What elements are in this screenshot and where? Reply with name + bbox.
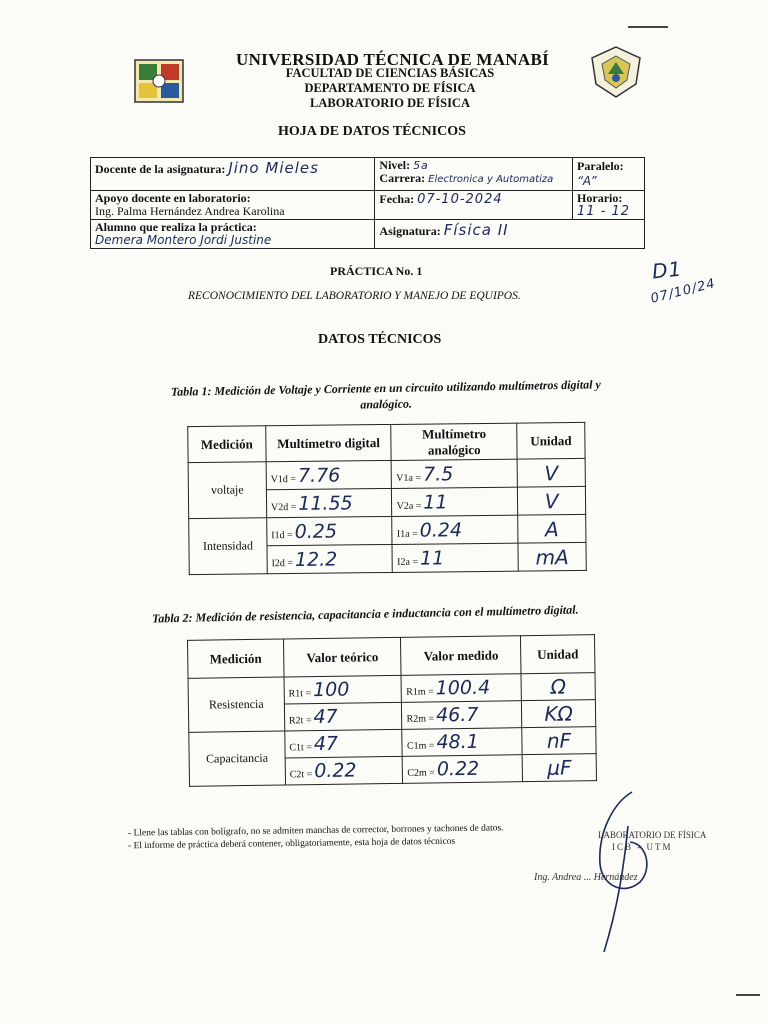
t1-value: 11: [419, 546, 445, 570]
note-2: - El informe de práctica deberá contener, obligatoriamente, esta hoja de datos técnicos: [127, 836, 456, 852]
docente-label: Docente de la asignatura:: [95, 162, 226, 176]
t2-symbol: R1m =: [406, 686, 434, 698]
t2-unit-value: μF: [547, 755, 572, 780]
t2-unit: [522, 754, 596, 782]
carrera-value: Electronica y Automatiza: [428, 174, 554, 185]
t1-group-voltaje: voltaje: [188, 462, 266, 519]
stamp-line-1: LABORATORIO DE FÍSICA: [598, 830, 707, 840]
t2-group-resistencia: Resistencia: [188, 677, 285, 732]
t1-cell: [392, 515, 518, 544]
stamp-line-2: ICB - UTM: [612, 842, 673, 852]
horario-cell: [573, 191, 645, 220]
t1-unit-value: A: [544, 516, 559, 541]
apoyo-value: Ing. Palma Hernández Andrea Karolina: [95, 204, 285, 218]
t1-symbol: I1d =: [271, 529, 293, 541]
apoyo-cell: [91, 191, 375, 220]
t1-header-analogico: Multímetro analógico: [391, 423, 517, 460]
t2-symbol: C2m =: [407, 767, 435, 779]
t1-value: 7.76: [297, 463, 341, 487]
practice-title: RECONOCIMIENTO DEL LABORATORIO Y MANEJO DE EQUIPOS.: [188, 290, 521, 302]
t2-unit: [521, 673, 595, 701]
faculty-logo: [133, 58, 185, 104]
t1-cell: [267, 544, 393, 573]
t2-value: 100.4: [435, 676, 491, 700]
department-name: DEPARTAMENTO DE FÍSICA: [304, 81, 476, 95]
t2-symbol: R1t =: [288, 688, 312, 700]
faculty-name: FACULTAD DE CIENCIAS BÁSICAS: [285, 66, 495, 80]
grade-date: 07/10/24: [649, 276, 718, 307]
t2-cell: [402, 728, 522, 757]
t1-unit-value: V: [544, 460, 559, 485]
t2-group-capacitancia: Capacitancia: [189, 731, 286, 786]
paralelo-label: Paralelo:: [577, 159, 624, 173]
t2-cell: [284, 702, 402, 731]
t2-cell: [401, 674, 521, 703]
t1-unit-value: mA: [535, 544, 569, 569]
nivel-carrera-cell: [375, 158, 573, 191]
alumno-label: Alumno que realiza la práctica:: [95, 220, 257, 234]
t1-header-digital: Multímetro digital: [266, 424, 392, 461]
fecha-label: Fecha:: [379, 192, 415, 206]
nivel-value: 5a: [413, 159, 429, 172]
t2-cell: [284, 675, 402, 704]
t1-group-intensidad: Intensidad: [189, 518, 267, 575]
t2-cell: [285, 729, 403, 758]
t2-cell: [402, 701, 522, 730]
t1-cell: [266, 460, 392, 489]
t1-symbol: I1a =: [396, 528, 418, 540]
t2-header-teorico: Valor teórico: [283, 637, 401, 677]
t1-unit-value: V: [544, 488, 559, 513]
section-title: DATOS TÉCNICOS: [318, 332, 442, 347]
t1-value: 11: [423, 490, 448, 514]
t2-symbol: C1m =: [406, 740, 435, 752]
t2-unit: [522, 700, 596, 728]
asignatura-cell: [375, 220, 645, 249]
alumno-cell: [91, 220, 375, 249]
paralelo-value: “A”: [577, 174, 598, 188]
t1-cell: [266, 488, 392, 517]
t1-value: 0.24: [419, 518, 463, 542]
practice-number: PRÁCTICA No. 1: [330, 264, 423, 278]
margin-mark: [736, 994, 760, 996]
t1-symbol: I2a =: [397, 556, 419, 568]
t2-symbol: C1t =: [289, 742, 313, 754]
t2-value: 0.22: [314, 759, 357, 783]
docente-value: Jino Mieles: [228, 159, 319, 177]
t2-header-unidad: Unidad: [521, 635, 595, 674]
university-name: UNIVERSIDAD TÉCNICA DE MANABÍ: [236, 50, 550, 69]
sheet-title: HOJA DE DATOS TÉCNICOS: [278, 124, 466, 139]
t2-value: 47: [313, 705, 338, 729]
t1-cell: [392, 459, 518, 488]
t1-value: 11.55: [298, 491, 353, 515]
t2-header-medicion: Medición: [188, 639, 284, 678]
t2-symbol: R2t =: [288, 715, 312, 727]
table2-caption: Tabla 2: Medición de resistencia, capacitancia e inductancia con el multímetro digital.: [151, 602, 579, 626]
signature-mark: [584, 786, 684, 956]
t2-value: 47: [313, 732, 339, 756]
t1-header-unidad: Unidad: [517, 422, 585, 459]
t2-unit: [522, 727, 596, 755]
t1-cell: [392, 487, 518, 516]
t1-unit: [517, 458, 585, 487]
t1-value: 12.2: [294, 548, 338, 571]
t1-symbol: V2d =: [270, 501, 297, 513]
note-1: - Llene las tablas con bolígrafo, no se admiten manchas de corrector, borrones y tachones de datos.: [127, 823, 504, 839]
t2-unit-value: KΩ: [544, 701, 573, 726]
t2-symbol: R2m =: [406, 713, 435, 725]
t1-cell: [392, 543, 518, 572]
paralelo-cell: [573, 158, 645, 191]
t1-value: 0.25: [294, 520, 338, 543]
t2-cell: [403, 755, 523, 784]
university-seal: [588, 44, 644, 100]
info-table: [90, 157, 645, 249]
asignatura-label: Asignatura:: [379, 224, 441, 238]
horario-label: Horario:: [577, 191, 623, 205]
nivel-label: Nivel:: [379, 158, 411, 172]
alumno-value: Demera Montero Jordi Justine: [95, 233, 272, 247]
t2-unit-value: nF: [546, 728, 572, 753]
apoyo-label: Apoyo docente en laboratorio:: [95, 191, 251, 205]
signature-name: Ing. Andrea ... Hernández: [534, 872, 638, 883]
fecha-value: 07-10-2024: [417, 192, 503, 207]
table1-caption: Tabla 1: Medición de Voltaje y Corriente en un circuito utilizando multímetros digital y analógico.: [170, 377, 601, 412]
t2-value: 48.1: [436, 730, 479, 754]
t2-symbol: C2t =: [289, 769, 313, 781]
t2-value: 100: [312, 678, 350, 702]
t1-cell: [267, 516, 393, 545]
t2-value: 46.7: [435, 703, 479, 727]
t1-symbol: V1a =: [396, 472, 422, 484]
t1-symbol: V2a =: [396, 500, 422, 512]
t2-value: 0.22: [436, 757, 480, 781]
table2: [187, 634, 597, 787]
t2-header-medido: Valor medido: [401, 636, 521, 676]
t1-value: 7.5: [422, 462, 454, 486]
t1-unit: [517, 486, 585, 515]
t1-unit: [518, 514, 586, 543]
t2-cell: [285, 756, 403, 785]
margin-mark: [628, 26, 668, 28]
t1-header-medicion: Medición: [188, 426, 266, 463]
t1-symbol: I2d =: [271, 557, 294, 569]
t2-unit-value: Ω: [550, 674, 567, 699]
fecha-cell: [375, 191, 573, 220]
horario-value: 11 - 12: [577, 204, 631, 219]
grade-mark: D1: [650, 256, 684, 284]
laboratory-name: LABORATORIO DE FÍSICA: [310, 96, 470, 110]
carrera-label: Carrera:: [379, 171, 426, 185]
t1-symbol: V1d =: [270, 473, 297, 485]
t1-unit: [518, 542, 586, 571]
asignatura-value: Física II: [443, 221, 509, 239]
docente-cell: [91, 158, 375, 191]
table1: [187, 422, 587, 575]
